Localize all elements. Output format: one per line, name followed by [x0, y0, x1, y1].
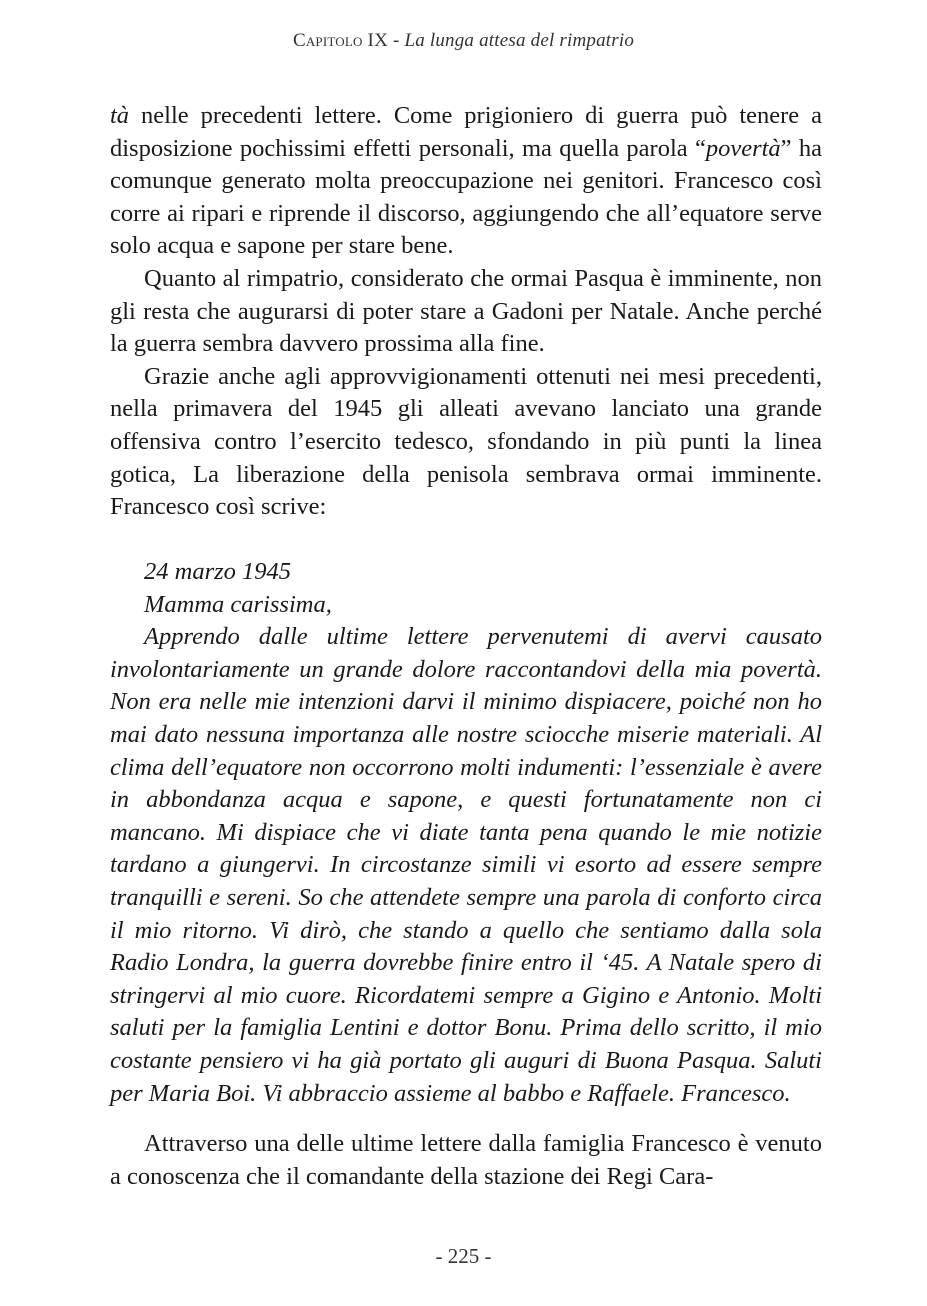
paragraph-offensiva: Grazie anche agli approvvigionamenti ottenuti nei mesi precedenti, nella primavera del 1945 gli alleati avevano lanciato una grande offensiva contro l’esercito tedesco, sfondando in più punti la linea gotica, La liberazione della penisola sembrava ormai imminente. Francesco così scrive: — [110, 362, 822, 521]
closing-text — [110, 1128, 822, 1193]
page-number: - 225 - — [435, 1244, 492, 1268]
main-text — [110, 100, 822, 524]
running-head-title: La lunga attesa del rimpatrio — [404, 30, 635, 51]
running-head-chapter: Capitolo IX — [292, 30, 388, 51]
paragraph-text-b: ” ha comunque generato molta preoccupazione nei genitori. Francesco così corre ai ripari e riprende il discorso, aggiungendo che all’equatore serve solo acqua e sapone per stare bene. — [110, 134, 823, 260]
paragraph-text-a: nelle precedenti lettere. Come prigioniero di guerra può tenere a disposizione pochissimi effetti personali, ma quella parola “ — [110, 102, 822, 162]
letter-date: 24 marzo 1945 — [144, 558, 292, 585]
paragraph-rimpatrio: Quanto al rimpatrio, considerato che ormai Pasqua è imminente, non gli resta che augurarsi di poter stare a Gadoni per Natale. Anche perché la guerra sembra davvero prossima alla fine. — [110, 264, 822, 358]
running-head — [0, 30, 927, 52]
quoted-word: povertà — [705, 134, 781, 162]
letter-body: Apprendo dalle ultime lettere pervenutemi di avervi causato involontariamente un grande dolore raccontandovi della mia povertà. Non era nelle mie intenzioni darvi il minimo dispiacere, poiché non ho mai dato nessuna importanza alle nostre sciocche miserie materiali. Al clima dell’equatore non occorrono molti indumenti: l’essenziale è avere in abbondanza acqua e sapone, e questi fortunatamente non ci mancano. Mi dispiace che vi diate tanta pena quando le mie notizie tardano a giungervi. In circostanze simili vi esorto ad essere sempre tranquilli e sereni. So che attendete sempre una parola di conforto circa il mio ritorno. Vi dirò, che stando a quello che sentiamo dalla sola Radio Londra, la guerra dovrebbe finire entro il ‘45. A Natale spero di stringervi al mio cuore. Ricordatemi sempre a Gigino e Antonio. Molti saluti per la famiglia Lentini e dottor Bonu. Prima dello scritto, il mio costante pensiero vi ha già portato gli auguri di Buona Pasqua. Saluti per Maria Boi. Vi abbraccio assieme al babbo e Raffaele. Francesco. — [110, 623, 822, 1107]
paragraph-closing: Attraverso una delle ultime lettere dalla famiglia Francesco è venuto a conoscenza che il comandante della stazione dei Regi Cara- — [110, 1130, 822, 1190]
letter-salutation: Mamma carissima, — [144, 590, 332, 618]
letter-quote — [110, 556, 822, 1110]
paragraph-lead-fragment: tà — [110, 102, 130, 129]
running-head-separator: - — [388, 30, 405, 51]
paragraph-continued — [110, 100, 822, 263]
